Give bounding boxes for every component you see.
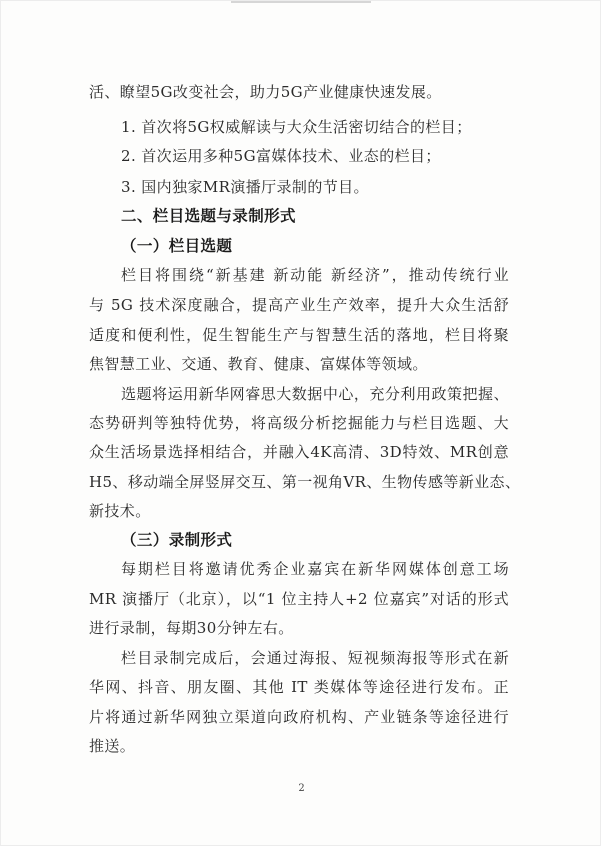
paragraph-line: 焦智慧工业、交通、教育、健康、富媒体等领域。 [89, 355, 428, 373]
paragraph-line: 栏目录制完成后，会通过海报、短视频海报等形式在新 [121, 649, 509, 667]
subsection-heading: （一）栏目选题 [121, 237, 233, 255]
paragraph-line: 态势研判等独特优势，将高级分析挖掘能力与栏目选题、大 [89, 414, 509, 432]
paragraph-line: 选题将运用新华网睿思大数据中心，充分利用政策把握、 [121, 385, 509, 403]
paragraph-line: H5、移动端全屏竖屏交互、第一视角VR、生物传感等新业态、 [89, 473, 521, 491]
paragraph-line: 片将通过新华网独立渠道向政府机构、产业链条等途径进行 [89, 708, 509, 726]
paragraph-line: 与 5G 技术深度融合，提高产业生产效率，提升大众生活舒 [89, 296, 509, 314]
paragraph-line: 进行录制，每期30分钟左右。 [89, 619, 294, 637]
section-heading: 二、栏目选题与录制形式 [121, 207, 296, 225]
page-number: 2 [298, 783, 305, 794]
paragraph-line: 众生活场景选择相结合，并融入4K高清、3D特效、MR创意 [89, 443, 509, 461]
paragraph-line: MR 演播厅（北京），以“1 位主持人+2 位嘉宾”对话的形式 [89, 590, 509, 608]
paragraph-line: 华网、抖音、朋友圈、其他 IT 类媒体等途径进行发布。正 [89, 678, 509, 696]
paragraph-line: 活、瞭望5G改变社会，助力5G产业健康快速发展。 [89, 83, 442, 101]
paragraph-line: 栏目将围绕“新基建 新动能 新经济”，推动传统行业 [121, 266, 509, 284]
list-item: 1. 首次将5G权威解读与大众生活密切结合的栏目； [121, 118, 472, 136]
paragraph-line: 每期栏目将邀请优秀企业嘉宾在新华网媒体创意工场 [121, 560, 509, 578]
list-item: 3. 国内独家MR演播厅录制的节目。 [121, 178, 369, 196]
paragraph-line: 新技术。 [89, 502, 151, 520]
paragraph-line: 适度和便利性，促生智能生产与智慧生活的落地，栏目将聚 [89, 326, 509, 344]
subsection-heading: （三）录制形式 [121, 531, 233, 549]
scan-artifact [231, 1, 371, 3]
list-item: 2. 首次运用多种5G富媒体技术、业态的栏目； [121, 147, 441, 165]
paragraph-line: 推送。 [89, 737, 136, 755]
